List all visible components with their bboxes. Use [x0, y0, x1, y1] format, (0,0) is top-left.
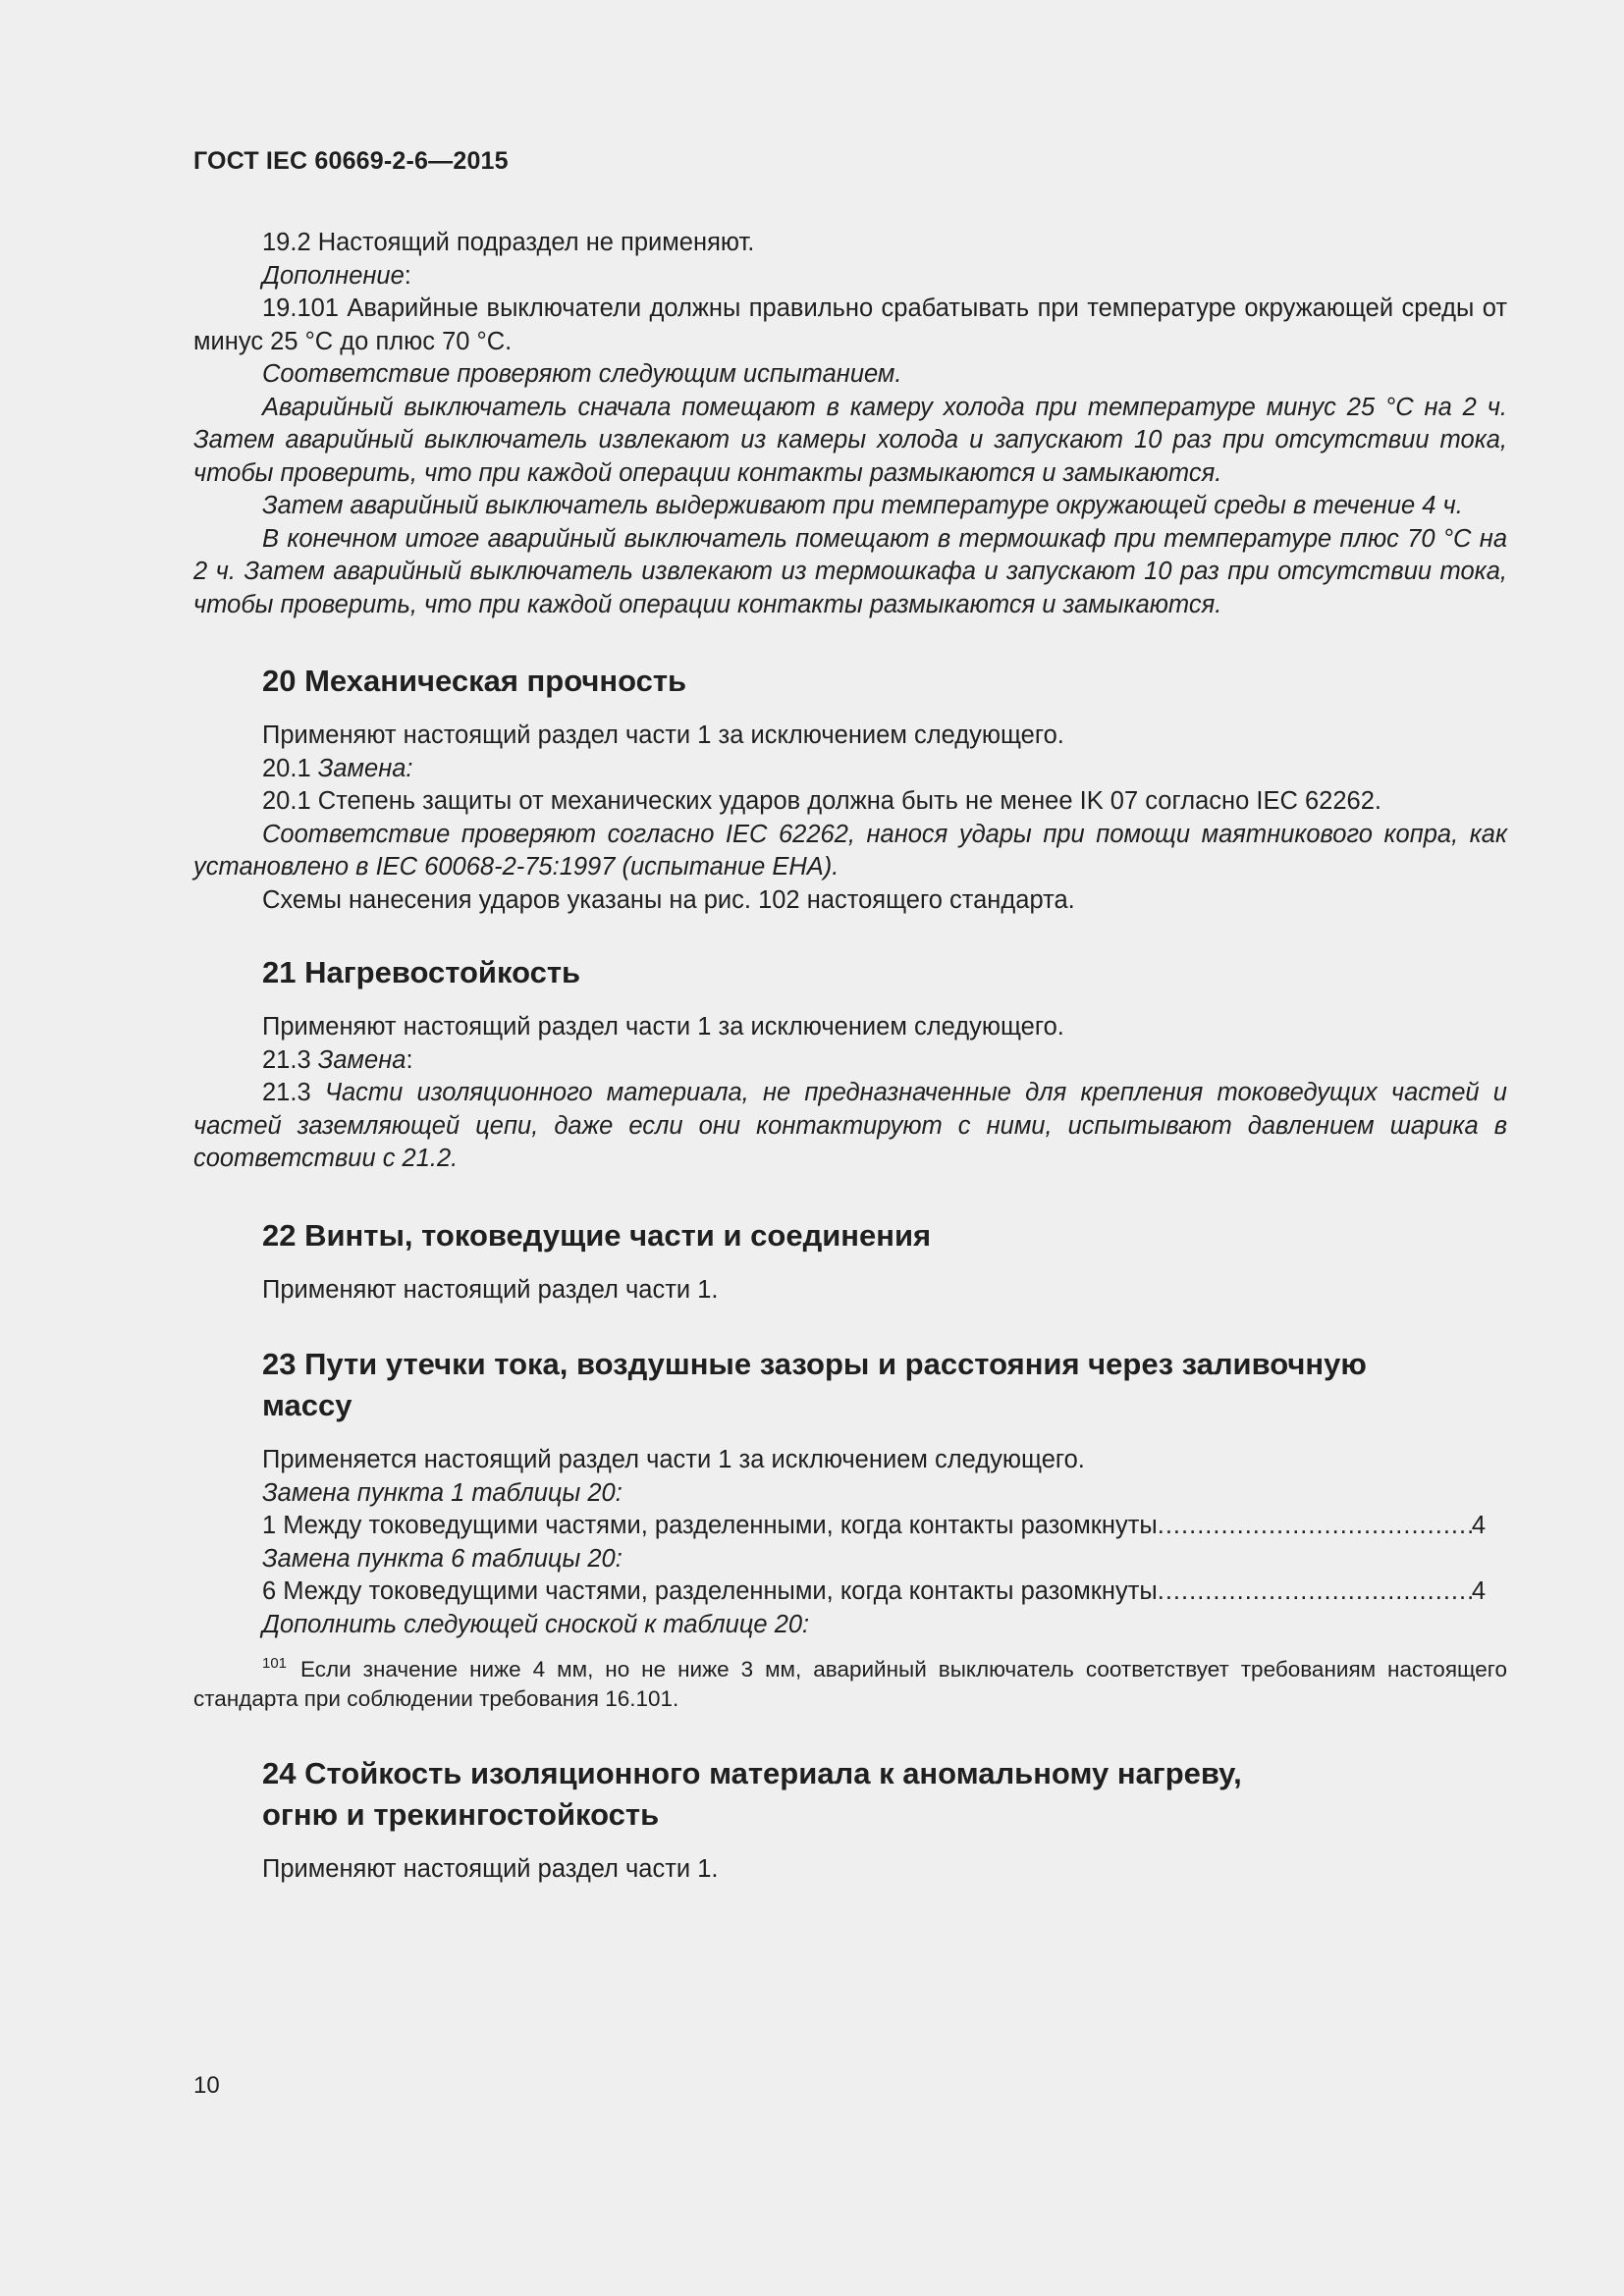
section-heading-20: 20 Механическая прочность: [262, 664, 687, 698]
document-header: ГОСТ IEC 60669-2-6—2015: [193, 147, 509, 175]
paragraph-21-intro: Применяют настоящий раздел части 1 за исключением следующего.: [262, 1013, 1064, 1041]
paragraph-heat-test: В конечном итоге аварийный выключатель помещают в термошкаф при температуре плюс 70 °С на 2 ч. Затем аварийный выключатель извлекают из термошкафа и запускают 10 раз при отсутствии тока, чтобы проверить, что при каждой операции контакты размыкаются и замыкаются.: [193, 524, 1507, 618]
paragraph-20-1-replace: [193, 753, 1507, 786]
heading-line-1: 23 Пути утечки тока, воздушные зазоры и расстояния через заливочную: [262, 1347, 1367, 1381]
paragraph-20-schemes: Схемы нанесения ударов указаны на рис. 102 настоящего стандарта.: [262, 885, 1075, 914]
heading-line-2: массу: [262, 1388, 352, 1422]
replace-label: Замена: [317, 1045, 406, 1074]
section-heading-23: [193, 1344, 1507, 1426]
heading-line-2: огню и трекингостойкость: [262, 1797, 660, 1832]
page-number: 10: [193, 2072, 220, 2099]
row-text: 6 Между токоведущими частями, разделенными, когда контакты разомкнуты: [262, 1577, 1158, 1605]
footnote-mark: 101: [262, 1655, 288, 1672]
dot-leader: [1158, 1575, 1472, 1609]
paragraph-replace-item-6: Замена пункта 6 таблицы 20:: [262, 1544, 623, 1573]
paragraph-19-101: 19.101 Аварийные выключатели должны правильно срабатывать при температуре окружающей среды от минус 25 °С до плюс 70 °С.: [193, 294, 1507, 355]
paragraph-footnote-instruction: Дополнить следующей сноской к таблице 20:: [262, 1610, 810, 1638]
paragraph-ambient-hold: Затем аварийный выключатель выдерживают при температуре окружающей среды в течение 4 ч.: [262, 492, 1463, 519]
clause-number: 20.1: [262, 754, 318, 782]
dot-leader: [1158, 1510, 1472, 1543]
replace-label: Замена:: [317, 754, 413, 782]
row-value: 4: [1471, 1512, 1486, 1539]
section-heading-22: 22 Винты, токоведущие части и соединения: [262, 1217, 932, 1253]
paragraph-replace-item-1: Замена пункта 1 таблицы 20:: [262, 1478, 623, 1507]
paragraph-22-intro: Применяют настоящий раздел части 1.: [262, 1275, 719, 1304]
addition-label-italic: Дополнение: [262, 261, 405, 290]
paragraph-addition-label: [193, 260, 1507, 294]
paragraph-cold-test: Аварийный выключатель сначала помещают в камеру холода при температуре минус 25 °С на 2 ч. Затем аварийный выключатель извлекают из камеры холода и запускают 10 раз при отсутствии тока, чтобы проверить, что при каждой операции контакты размыкаются и замыкаются.: [193, 393, 1507, 487]
paragraph-21-3-replace: [193, 1044, 1507, 1078]
paragraph-20-intro: Применяют настоящий раздел части 1 за исключением следующего.: [262, 721, 1064, 749]
paragraph-21-3: [193, 1077, 1507, 1176]
section-heading-24: [193, 1753, 1507, 1836]
addition-label-colon: :: [404, 261, 411, 290]
clause-text: Части изоляционного материала, не предназначенные для крепления токоведущих частей и частей заземляющей цепи, даже если они контактируют с ними, испытывают давлением шарика в соответствии с 21.2.: [193, 1079, 1507, 1172]
row-text: 1 Между токоведущими частями, разделенными, когда контакты разомкнуты: [262, 1512, 1158, 1539]
paragraph-19-2: 19.2 Настоящий подраздел не применяют.: [262, 229, 755, 256]
paragraph-20-compliance: Соответствие проверяют согласно IEC 62262, нанося удары при помощи маятникового копра, как установлено в IEC 60068-2-75:1997 (испытание ЕНА).: [193, 820, 1507, 881]
footnote-text: Если значение ниже 4 мм, но не ниже 3 мм, аварийный выключатель соответствует требованиям настоящего стандарта при соблюдении требования 16.101.: [193, 1657, 1507, 1711]
replace-colon: :: [406, 1045, 413, 1074]
footnote-101: [193, 1655, 1507, 1714]
paragraph-23-intro: Применяется настоящий раздел части 1 за исключением следующего.: [262, 1446, 1085, 1473]
table-row-item-6: [193, 1575, 1507, 1609]
heading-line-1: 24 Стойкость изоляционного материала к аномальному нагреву,: [262, 1756, 1242, 1790]
document-body: [193, 227, 1507, 1887]
row-value: 4: [1471, 1577, 1486, 1605]
paragraph-20-1: 20.1 Степень защиты от механических ударов должна быть не менее IK 07 согласно IEC 62262.: [262, 787, 1381, 815]
table-row-item-1: [193, 1510, 1507, 1543]
section-heading-21: 21 Нагревостойкость: [262, 955, 581, 989]
paragraph-24-intro: Применяют настоящий раздел части 1.: [262, 1855, 719, 1883]
clause-number: 21.3: [262, 1079, 325, 1106]
clause-number: 21.3: [262, 1045, 318, 1074]
paragraph-compliance-check: Соответствие проверяют следующим испытанием.: [262, 360, 902, 388]
